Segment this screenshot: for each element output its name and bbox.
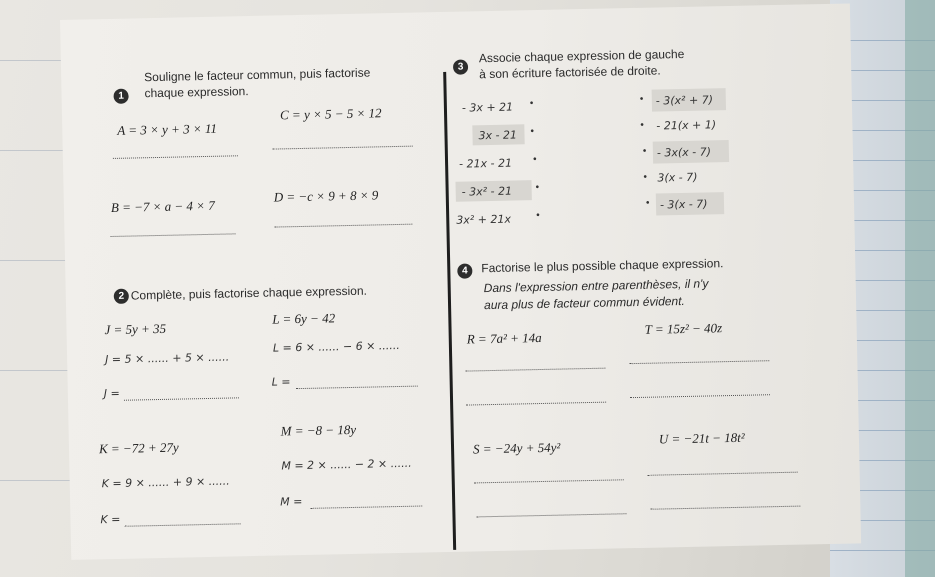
answer-line-R1[interactable] [465,367,605,372]
match-left-dot[interactable]: • [535,182,540,194]
match-left-dot[interactable]: • [529,98,534,110]
expr-J-answer: J = [103,386,120,401]
expr-K-answer: K = [100,512,121,527]
answer-line-D[interactable] [274,223,412,228]
answer-line-M[interactable] [310,505,422,509]
exercise-4-subtitle: Dans l'expression entre parenthèses, il n'y [483,276,709,296]
answer-line-L[interactable] [296,385,418,390]
match-left-dot[interactable]: • [530,126,535,138]
answer-line-A[interactable] [113,154,238,159]
match-right-dot[interactable]: • [645,197,650,209]
worksheet [60,3,861,559]
expr-A: A = 3 × y + 3 × 11 [117,120,218,138]
exercise-4-subtitle-cont: aura plus de facteur commun évident. [483,293,685,313]
notebook-line [0,260,70,261]
match-right-item: - 3x(x - 7) [656,145,712,160]
notebook-line [0,480,70,481]
exercise-1-title-cont: chaque expression. [144,84,249,101]
answer-line-C[interactable] [273,145,413,150]
expr-S: S = −24y + 54y² [472,439,561,457]
exercise-4-title: Factorise le plus possible chaque expression. [481,256,724,276]
expr-B: B = −7 × a − 4 × 7 [110,197,215,215]
notebook-line [0,60,70,61]
answer-line-B[interactable] [111,232,236,237]
answer-line-S2[interactable] [476,512,626,517]
match-right-dot[interactable]: • [640,119,644,131]
column-divider [443,72,456,550]
expr-J-step: J = 5 × ...... + 5 × ...... [104,350,230,367]
match-left-dot[interactable]: • [532,154,537,166]
expr-L-answer: L = [271,375,291,389]
match-right-dot[interactable]: • [639,93,644,105]
answer-line-J[interactable] [124,396,239,400]
expr-D: D = −c × 9 + 8 × 9 [273,187,379,205]
expr-M-answer: M = [280,495,303,509]
exercise-3-number: 3 [453,59,468,74]
match-right-item: - 21(x + 1) [656,118,717,133]
notebook-line [0,150,70,151]
expr-L-step: L = 6 × ...... − 6 × ...... [272,338,400,355]
expr-K: K = −72 + 27y [98,439,179,457]
expr-K-step: K = 9 × ...... + 9 × ...... [101,474,230,491]
exercise-2-title: Complète, puis factorise chaque expression. [130,283,368,303]
answer-line-T2[interactable] [630,393,770,398]
answer-line-R2[interactable] [466,401,606,406]
match-left-item: 3x² + 21x [456,212,512,227]
expr-U: U = −21t − 18t² [658,429,745,447]
match-left-item: - 3x + 21 [461,100,514,115]
match-left-item: 3x - 21 [478,128,518,143]
expr-L: L = 6y − 42 [272,310,336,327]
notebook-line [0,370,70,371]
exercise-4-number: 4 [457,263,472,278]
match-left-item: - 3x² - 21 [461,184,513,199]
match-right-item: - 3(x² + 7) [655,93,714,108]
match-right-dot[interactable]: • [642,145,647,157]
match-right-item: - 3(x - 7) [659,197,708,212]
answer-line-K[interactable] [125,522,241,526]
expr-M-step: M = 2 × ...... − 2 × ...... [281,456,412,473]
expr-J: J = 5y + 35 [104,320,167,338]
match-right-dot[interactable]: • [643,171,648,183]
answer-line-U1[interactable] [648,471,798,476]
expr-R: R = 7a² + 14a [466,329,542,347]
answer-line-S1[interactable] [474,478,624,483]
exercise-3-title-cont: à son écriture factorisée de droite. [479,63,661,82]
answer-line-T1[interactable] [629,359,769,364]
expr-C: C = y × 5 − 5 × 12 [279,105,382,123]
match-left-item: - 21x - 21 [458,156,513,171]
match-right-item: 3(x - 7) [657,170,698,185]
answer-line-U2[interactable] [650,505,800,510]
exercise-3-title: Associe chaque expression de gauche [478,46,685,66]
exercise-2-number: 2 [114,289,129,304]
notebook-cover [905,0,935,577]
expr-T: T = 15z² − 40z [644,320,723,337]
expr-M: M = −8 − 18y [280,421,357,439]
match-left-dot[interactable]: • [536,209,540,222]
exercise-1-number: 1 [113,89,128,104]
exercise-1-title: Souligne le facteur commun, puis factorise [144,65,371,85]
